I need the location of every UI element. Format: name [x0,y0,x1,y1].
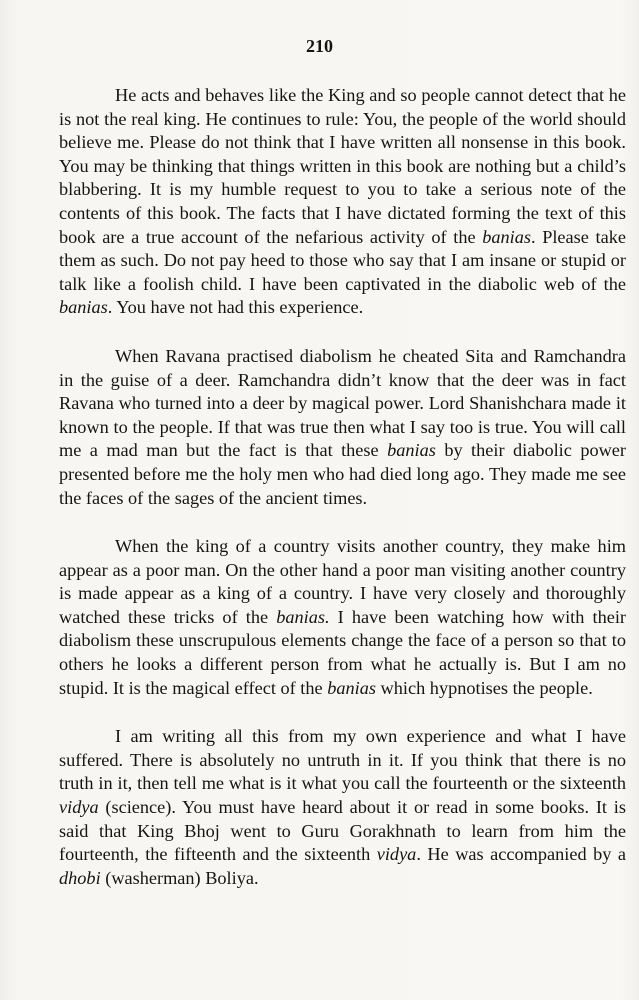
italic-term: vidya [376,844,417,865]
text-run: I have been watching how with their diabolism these unscrupulous elements change the face of a person so that to others he looks a different person from what he actually is. But I am no stupid. It is the magical effect of the [59,606,626,698]
italic-term: banias [327,677,376,698]
text-run: When the king of a country visits another country, they make him appear as a poor man. On the other hand a poor man visiting another country is made appear as a king of a country. I have very closely and thoroughly watched these tricks of the [59,536,626,627]
text-run: He acts and behaves like the King and so people cannot detect that he is not the real king. He continues to rule: You, the people of the world should believe me. Please do not think that I have written all nonsense in this book. You may be thinking that things written in this book are nothing but a child’s blabbering. It is my humble request to you to take a serious note of the contents of this book. The facts that I have dictated forming the text of this book are a true account of the nefarious activity of the [59,85,626,247]
text-run: When Ravana practised diabolism he cheated Sita and Ramchandra in the guise of a deer. Ramchandra didn’t know that the deer was in fact Ravana who turned into a deer by magical power. Lord Shanishchara made it known to the people. If that was true then what I say too is true. You will call me a mad man but the fact is that these [59,345,626,461]
italic-term: banias. [276,606,330,627]
page-number: 210 [306,36,333,56]
text-run: I am writing all this from my own experience and what I have suffered. There is absolutely no untruth in it. If you think that there is no truth in it, then tell me what is it what you call the fourteenth or the sixteenth [59,726,626,794]
italic-term: banias [387,440,436,461]
text-run: . You have not had this experience. [107,297,364,318]
body-text [59,84,626,890]
text-run: . Please take them as such. Do not pay heed to those who say that I am insane or stupid or talk like a foolish child. I have been captivated in the diabolic web of the [59,226,626,294]
text-run: (science). You must have heard about it or read in some books. It is said that King Bhoj went to Guru Gorakhnath to learn from him the fourteenth, the fifteenth and the sixteenth [59,797,626,865]
italic-term: banias [482,226,531,247]
paragraph-4 [59,725,626,890]
text-run: . He was accompanied by a [416,844,627,865]
text-run: (washerman) Boliya. [100,867,259,888]
paragraph-1 [59,84,626,320]
paragraph-3 [59,535,626,700]
text-run: which hypnotises the people. [375,677,593,698]
italic-term: vidya [59,797,99,818]
text-run: by their diabolic power presented before me the holy men who had died long ago. They made me see the faces of the sages of the ancient times. [59,440,627,508]
italic-term: dhobi [59,867,101,888]
italic-term: banias [59,297,108,318]
paragraph-2 [59,345,626,510]
